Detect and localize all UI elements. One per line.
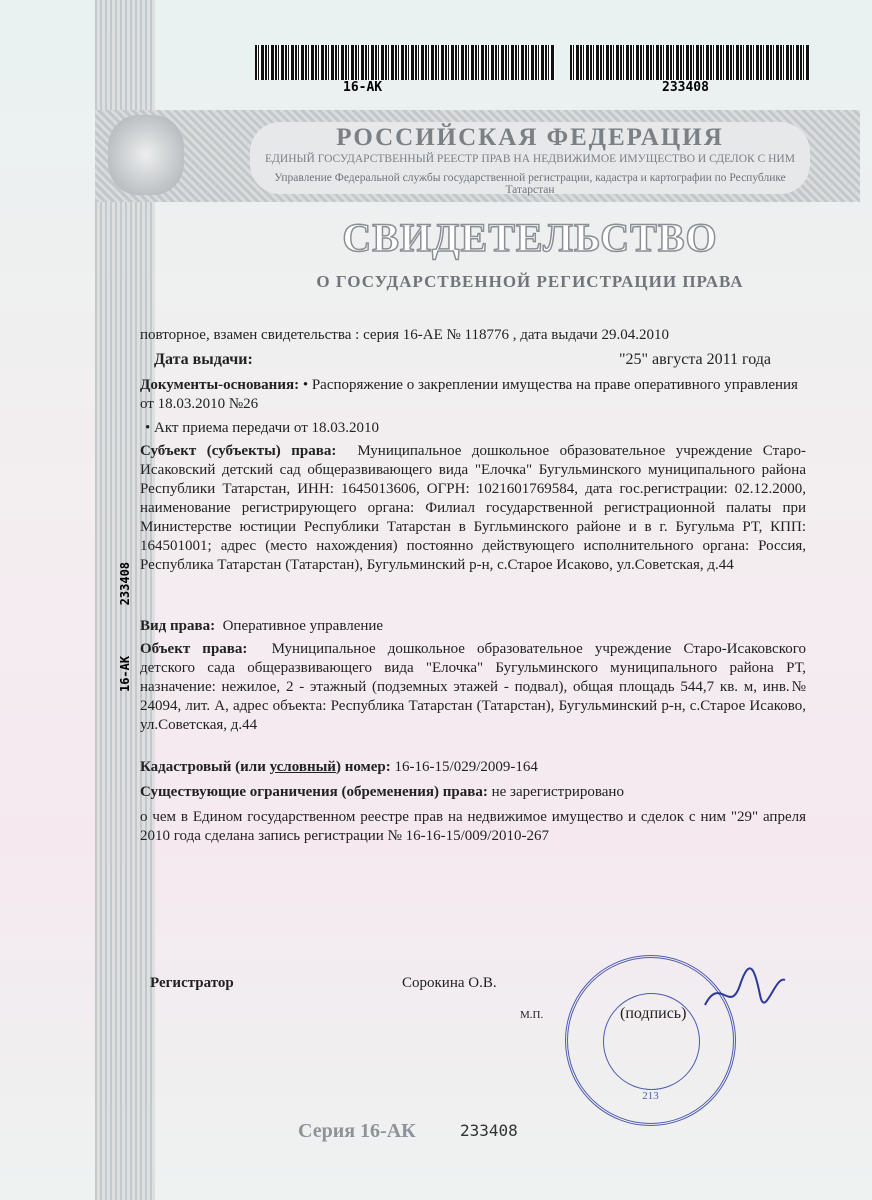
issue-date-row (140, 350, 806, 369)
documents-section (140, 376, 806, 414)
cadastral-label: Кадастровый (или (140, 759, 270, 775)
cadastral-section (140, 758, 806, 777)
right-type-value: Оперативное управление (222, 618, 384, 634)
barcode-series (255, 45, 555, 80)
issue-date-label: Дата выдачи: (154, 351, 253, 368)
registrar-name: Сорокина О.В. (402, 975, 497, 991)
encumbrance-value: не зарегистрировано (491, 784, 624, 800)
seal-number: 213 (642, 1090, 659, 1102)
right-type-label: Вид права: (140, 618, 216, 634)
encumbrance-section (140, 783, 806, 802)
signature-label: (подпись) (620, 1005, 687, 1022)
country-heading: РОССИЙСКАЯ ФЕДЕРАЦИЯ (336, 124, 724, 151)
subject-section (140, 442, 806, 575)
barcode-number (570, 45, 810, 80)
cadastral-label-end: ) номер: (335, 759, 391, 775)
barcode-series-label: 16-АК (343, 80, 383, 95)
object-value: Муниципальное дошкольное образовательное учреждение Старо-Исаковского детского сада общеразвивающего вида "Елочка" Бугульминского муниципального района РТ, назначение: нежилое, 2 - этажный (подземных этажей - подвал), общая площадь 544,7 кв. м, инв.№ 24094, лит. А, адрес объекта: Республика Татарстан (Татарстан), Бугульминский р-н, с.Старое Исаково, ул.Советская, д.44 (140, 641, 807, 733)
documents-item-2: • Акт приема передачи от 18.03.2010 (145, 420, 380, 436)
object-section (140, 640, 806, 735)
cadastral-value: 16-16-15/029/2009-164 (394, 759, 538, 775)
issue-date-value: "25" августа 2011 года (618, 351, 771, 368)
registrar-label: Регистратор (150, 975, 234, 991)
registry-heading: ЕДИНЫЙ ГОСУДАРСТВЕННЫЙ РЕЕСТР ПРАВ НА НЕДВИЖИМОЕ ИМУЩЕСТВО И СДЕЛОК С НИМ (265, 153, 795, 165)
footer-number: 233408 (460, 1121, 518, 1140)
registration-record: о чем в Едином государственном реестре прав на недвижимое имущество и сделок с ним "29" апреля 2010 года сделана запись регистрации № 16-16-15/009/2010-267 (140, 809, 806, 844)
footer-series: Серия 16-АК (298, 1120, 416, 1142)
coat-of-arms-icon (108, 115, 184, 195)
certificate-title: СВИДЕТЕЛЬСТВО (342, 215, 718, 260)
seal-place-label: М.П. (520, 1009, 544, 1021)
repeat-note: повторное, взамен свидетельства : серия 16-АЕ № 118776 , дата выдачи 29.04.2010 (140, 327, 669, 343)
documents-item-1: • Распоряжение о закреплении имущества на праве оперативного управления от 18.03.2010 №26 (140, 377, 798, 412)
agency-heading: Управление Федеральной службы государственной регистрации, кадастра и картографии по Республике Татарстан (274, 172, 786, 196)
subject-value: Муниципальное дошкольное образовательное учреждение Старо-Исаковский детский сад общеразвивающего вида "Елочка" Бугульминского муниципального района Республики Татарстан, ИНН: 1645013606, ОГРН: 1021601769584, дата гос.регистрации: 02.12.2000, наименование регистрирующего органа: Филиал государственной регистрационной палаты при Министерстве юстиции Республики Татарстан в Бугльминского районе и в г. Бугульма РТ, КПП: 164501001; адрес (место нахождения) постоянно действующего исполнительного органа: Россия, Республика Татарстан (Татарстан), Бугульминский р-н, с.Старое Исаково, ул.Советская, д.44 (140, 443, 807, 573)
encumbrance-label: Существующие ограничения (обременения) права: (140, 784, 488, 800)
signature-icon (700, 965, 790, 1025)
certificate-subtitle: О ГОСУДАРСТВЕННОЙ РЕГИСТРАЦИИ ПРАВА (316, 272, 744, 291)
subject-label: Субъект (субъекты) права: (140, 443, 337, 459)
object-label: Объект права: (140, 641, 248, 657)
right-type-section (140, 617, 806, 636)
documents-label: Документы-основания: (140, 377, 300, 393)
cadastral-label-underlined: условный (269, 759, 336, 775)
vertical-serial: 16-АК 233408 (118, 561, 133, 693)
barcode-number-label: 233408 (662, 80, 709, 95)
